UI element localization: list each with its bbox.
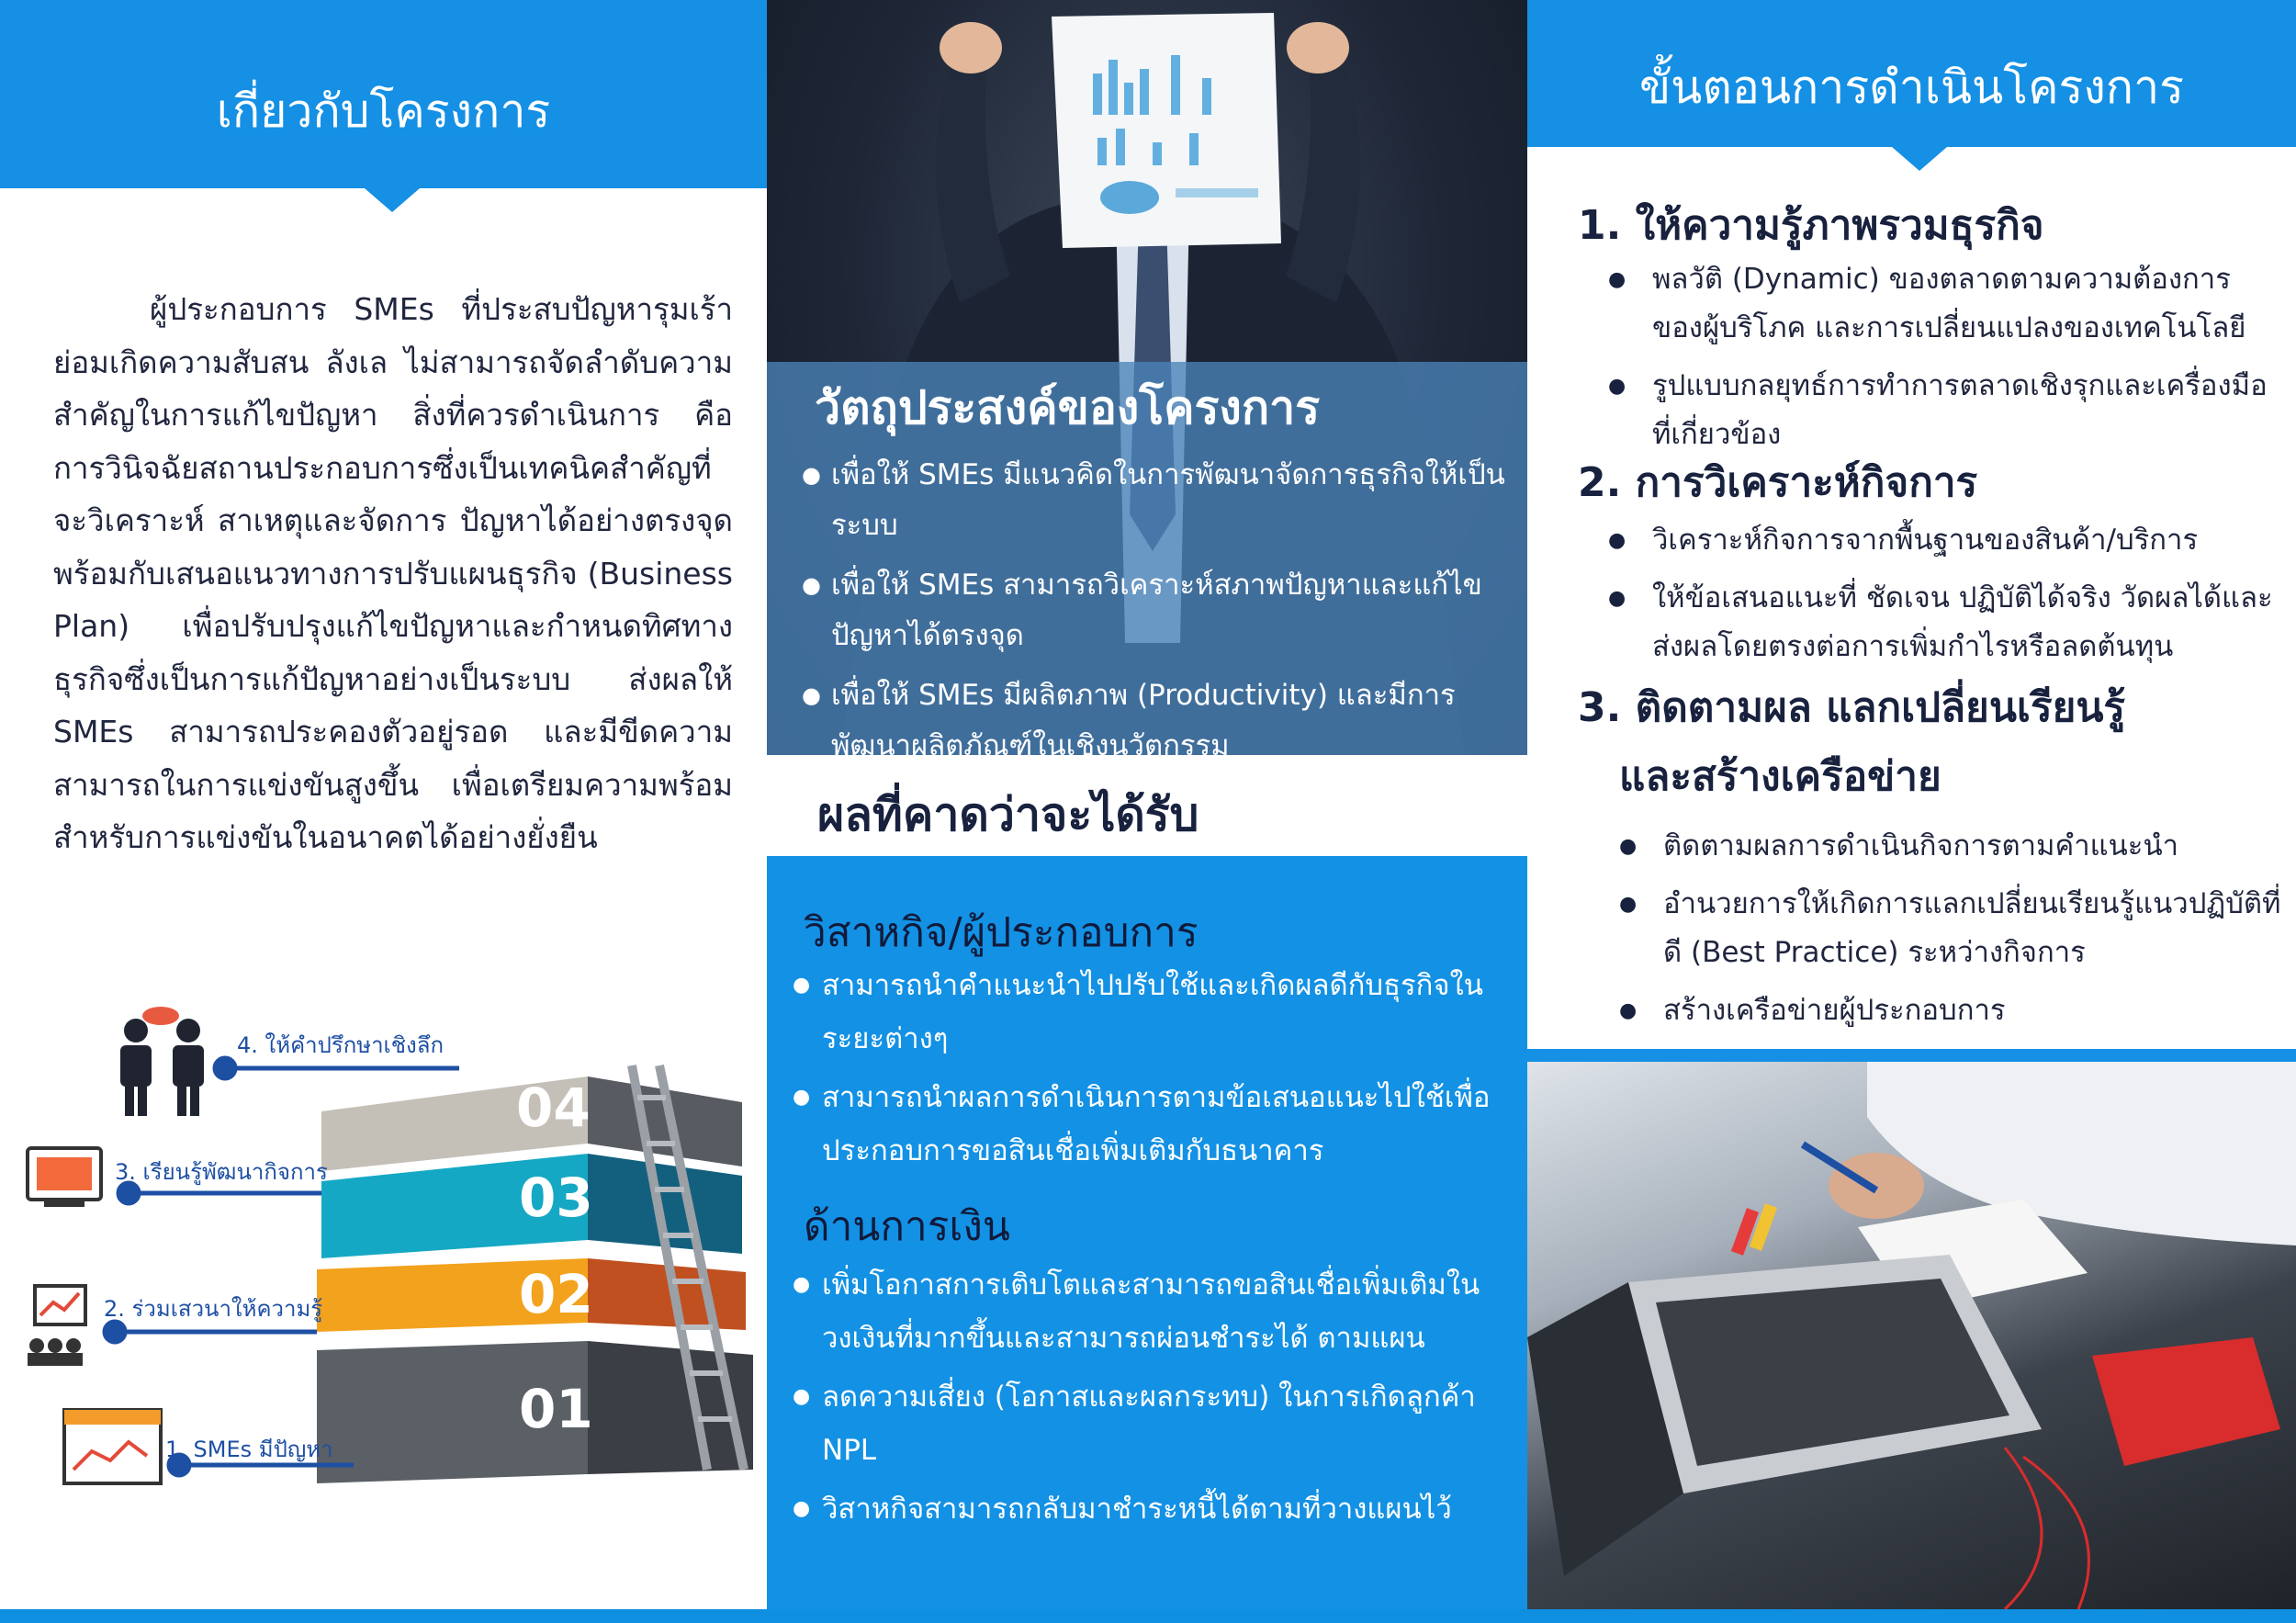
step-1-title: 1. ให้ความรู้ภาพรวมธุรกิจ: [1578, 202, 2044, 249]
stage-label-4: 4. ให้คำปรึกษาเชิงลึก: [237, 1032, 444, 1058]
step-3-title-line2: และสร้างเครือข่าย: [1619, 753, 1941, 800]
about-intro-text: ผู้ประกอบการ SMEs ที่ประสบปัญหารุมเร้า ย่อมเกิดความสับสน ลังเล ไม่สามารถจัดลำดับความสำคัญในการแก้ไขปัญหา สิ่งที่ควรดำเนินการ คือ การวินิจฉัยสถานประกอบการซึ่งเป็นเทคนิคสำคัญที่จะวิเคราะห์ สาเหตุและจัดการ ปัญหาได้อย่างตรงจุด พร้อมกับเสนอแนวทางการปรับแผนธุรกิจ (Business Plan) เพื่อปรับปรุงแก้ไขปัญหาและกำหนดทิศทางธุรกิจซึ่งเป็นการแก้ปัญหาอย่างเป็นระบบ ส่งผลให้ SMEs สามารถประคองตัวอยู่รอด และมีขีดความสามารถในการแข่งขันสูงขึ้น เพื่อเตรียมความพร้อมสำหรับการแข่งขันในอนาคตได้อย่างยั่งยืน: [53, 291, 733, 855]
enterprise-item: ● สามารถนำคำแนะนำไปปรับใช้และเกิดผลดีกับธุรกิจในระยะต่างๆ: [791, 959, 1516, 1065]
step-3-item: ● อำนวยการให้เกิดการแลกเปลี่ยนเรียนรู้แนวปฏิบัติที่ดี (Best Practice) ระหว่างกิจการ: [1612, 880, 2282, 977]
laptop-illustration: [1527, 1062, 2296, 1609]
step-1-item: ● รูปแบบกลยุทธ์การทำการตลาดเชิงรุกและเครื่องมือที่เกี่ยวข้อง: [1601, 362, 2280, 459]
stage-label-2: 2. ร่วมเสวนาให้ความรู้: [104, 1296, 323, 1322]
step-2-title: 2. การวิเคราะห์กิจการ: [1578, 459, 1978, 506]
stage-label-1: 1. SMEs มีปัญหา: [165, 1437, 333, 1462]
process-header-notch: [1892, 147, 1947, 171]
stair-graphic: [0, 992, 767, 1580]
stage-number-03: 03: [519, 1167, 593, 1229]
finance-item: ● เพิ่มโอกาสการเติบโตและสามารถขอสินเชื่อเพิ่มเติมในวงเงินที่มากขึ้นและสามารถผ่อนชำระได้ ตามแผน: [791, 1258, 1516, 1365]
laptop-photo: [1527, 1062, 2296, 1609]
step-2-list: [1601, 516, 2280, 681]
step-3-item: ● สร้างเครือข่ายผู้ประกอบการ: [1612, 986, 2282, 1035]
enterprise-title: วิสาหกิจ/ผู้ประกอบการ: [804, 909, 1199, 956]
process-divider: [1527, 1049, 2296, 1062]
objective-item: ● เพื่อให้ SMEs สามารถวิเคราะห์สภาพปัญหาและแก้ไขปัญหาได้ตรงจุด: [800, 560, 1516, 661]
about-header-title: เกี่ยวกับโครงการ: [216, 85, 551, 138]
step-2-item: ● ให้ข้อเสนอแนะที่ ชัดเจน ปฏิบัติได้จริง วัดผลได้และส่งผลโดยตรงต่อการเพิ่มกำไรหรือลดต้นทุน: [1601, 574, 2280, 671]
objectives-title: วัตถุประสงค์ของโครงการ: [815, 381, 1321, 434]
stage-label-3: 3. เรียนรู้พัฒนากิจการ: [115, 1159, 328, 1185]
step-1-list: [1601, 255, 2280, 468]
about-project-panel: [0, 0, 767, 1623]
consultants-icon: [120, 1007, 204, 1116]
step-1-item: ● พลวัติ (Dynamic) ของตลาดตามความต้องการของผู้บริโภค และการเปลี่ยนแปลงของเทคโนโลยี: [1601, 255, 2280, 353]
step-2-item: ● วิเคราะห์กิจการจากพื้นฐานของสินค้า/บริการ: [1601, 516, 2280, 565]
finance-title: ด้านการเงิน: [804, 1203, 1010, 1250]
stage-number-02: 02: [519, 1263, 593, 1325]
about-header-notch: [365, 188, 420, 212]
stage-number-01: 01: [519, 1378, 593, 1440]
objectives-list: [800, 450, 1516, 781]
step-3-list: [1612, 822, 2282, 1044]
presentation-icon: [28, 1286, 85, 1366]
problem-chart-icon: [64, 1410, 161, 1483]
learning-computer-icon: [28, 1148, 101, 1207]
objective-item: ● เพื่อให้ SMEs มีแนวคิดในการพัฒนาจัดการธุรกิจให้เป็นระบบ: [800, 450, 1516, 551]
expected-results-box: [767, 856, 1527, 1623]
process-header-title: ขั้นตอนการดำเนินโครงการ: [1638, 61, 2185, 114]
enterprise-item: ● สามารถนำผลการดำเนินการตามข้อเสนอแนะไปใช้เพื่อประกอบการขอสินเชื่อเพิ่มเติมกับธนาคาร: [791, 1071, 1516, 1178]
connector-4-dot: [215, 1058, 235, 1078]
finance-list: [791, 1258, 1516, 1541]
step-3-item: ● ติดตามผลการดำเนินกิจการตามคำแนะนำ: [1612, 822, 2282, 871]
finance-item: ● ลดความเสี่ยง (โอกาสและผลกระทบ) ในการเกิดลูกค้า NPL: [791, 1370, 1516, 1477]
finance-item: ● วิสาหกิจสามารถกลับมาชำระหนี้ได้ตามที่วางแผนไว้: [791, 1482, 1516, 1536]
objectives-panel: [767, 0, 1527, 1623]
expected-results-title: ผลที่คาดว่าจะได้รับ: [817, 788, 1199, 841]
objective-item: ● เพื่อให้ SMEs มีผลิตภาพ (Productivity) และมีการพัฒนาผลิตภัณฑ์ในเชิงนวัตกรรม: [800, 671, 1516, 772]
bottom-strip: [0, 1609, 2296, 1623]
stair-infographic: [0, 992, 767, 1580]
step-3-title: 3. ติดตามผล แลกเปลี่ยนเรียนรู้: [1578, 684, 2126, 731]
process-panel: [1527, 0, 2296, 1623]
enterprise-list: [791, 959, 1516, 1183]
stage-number-04: 04: [516, 1076, 591, 1139]
